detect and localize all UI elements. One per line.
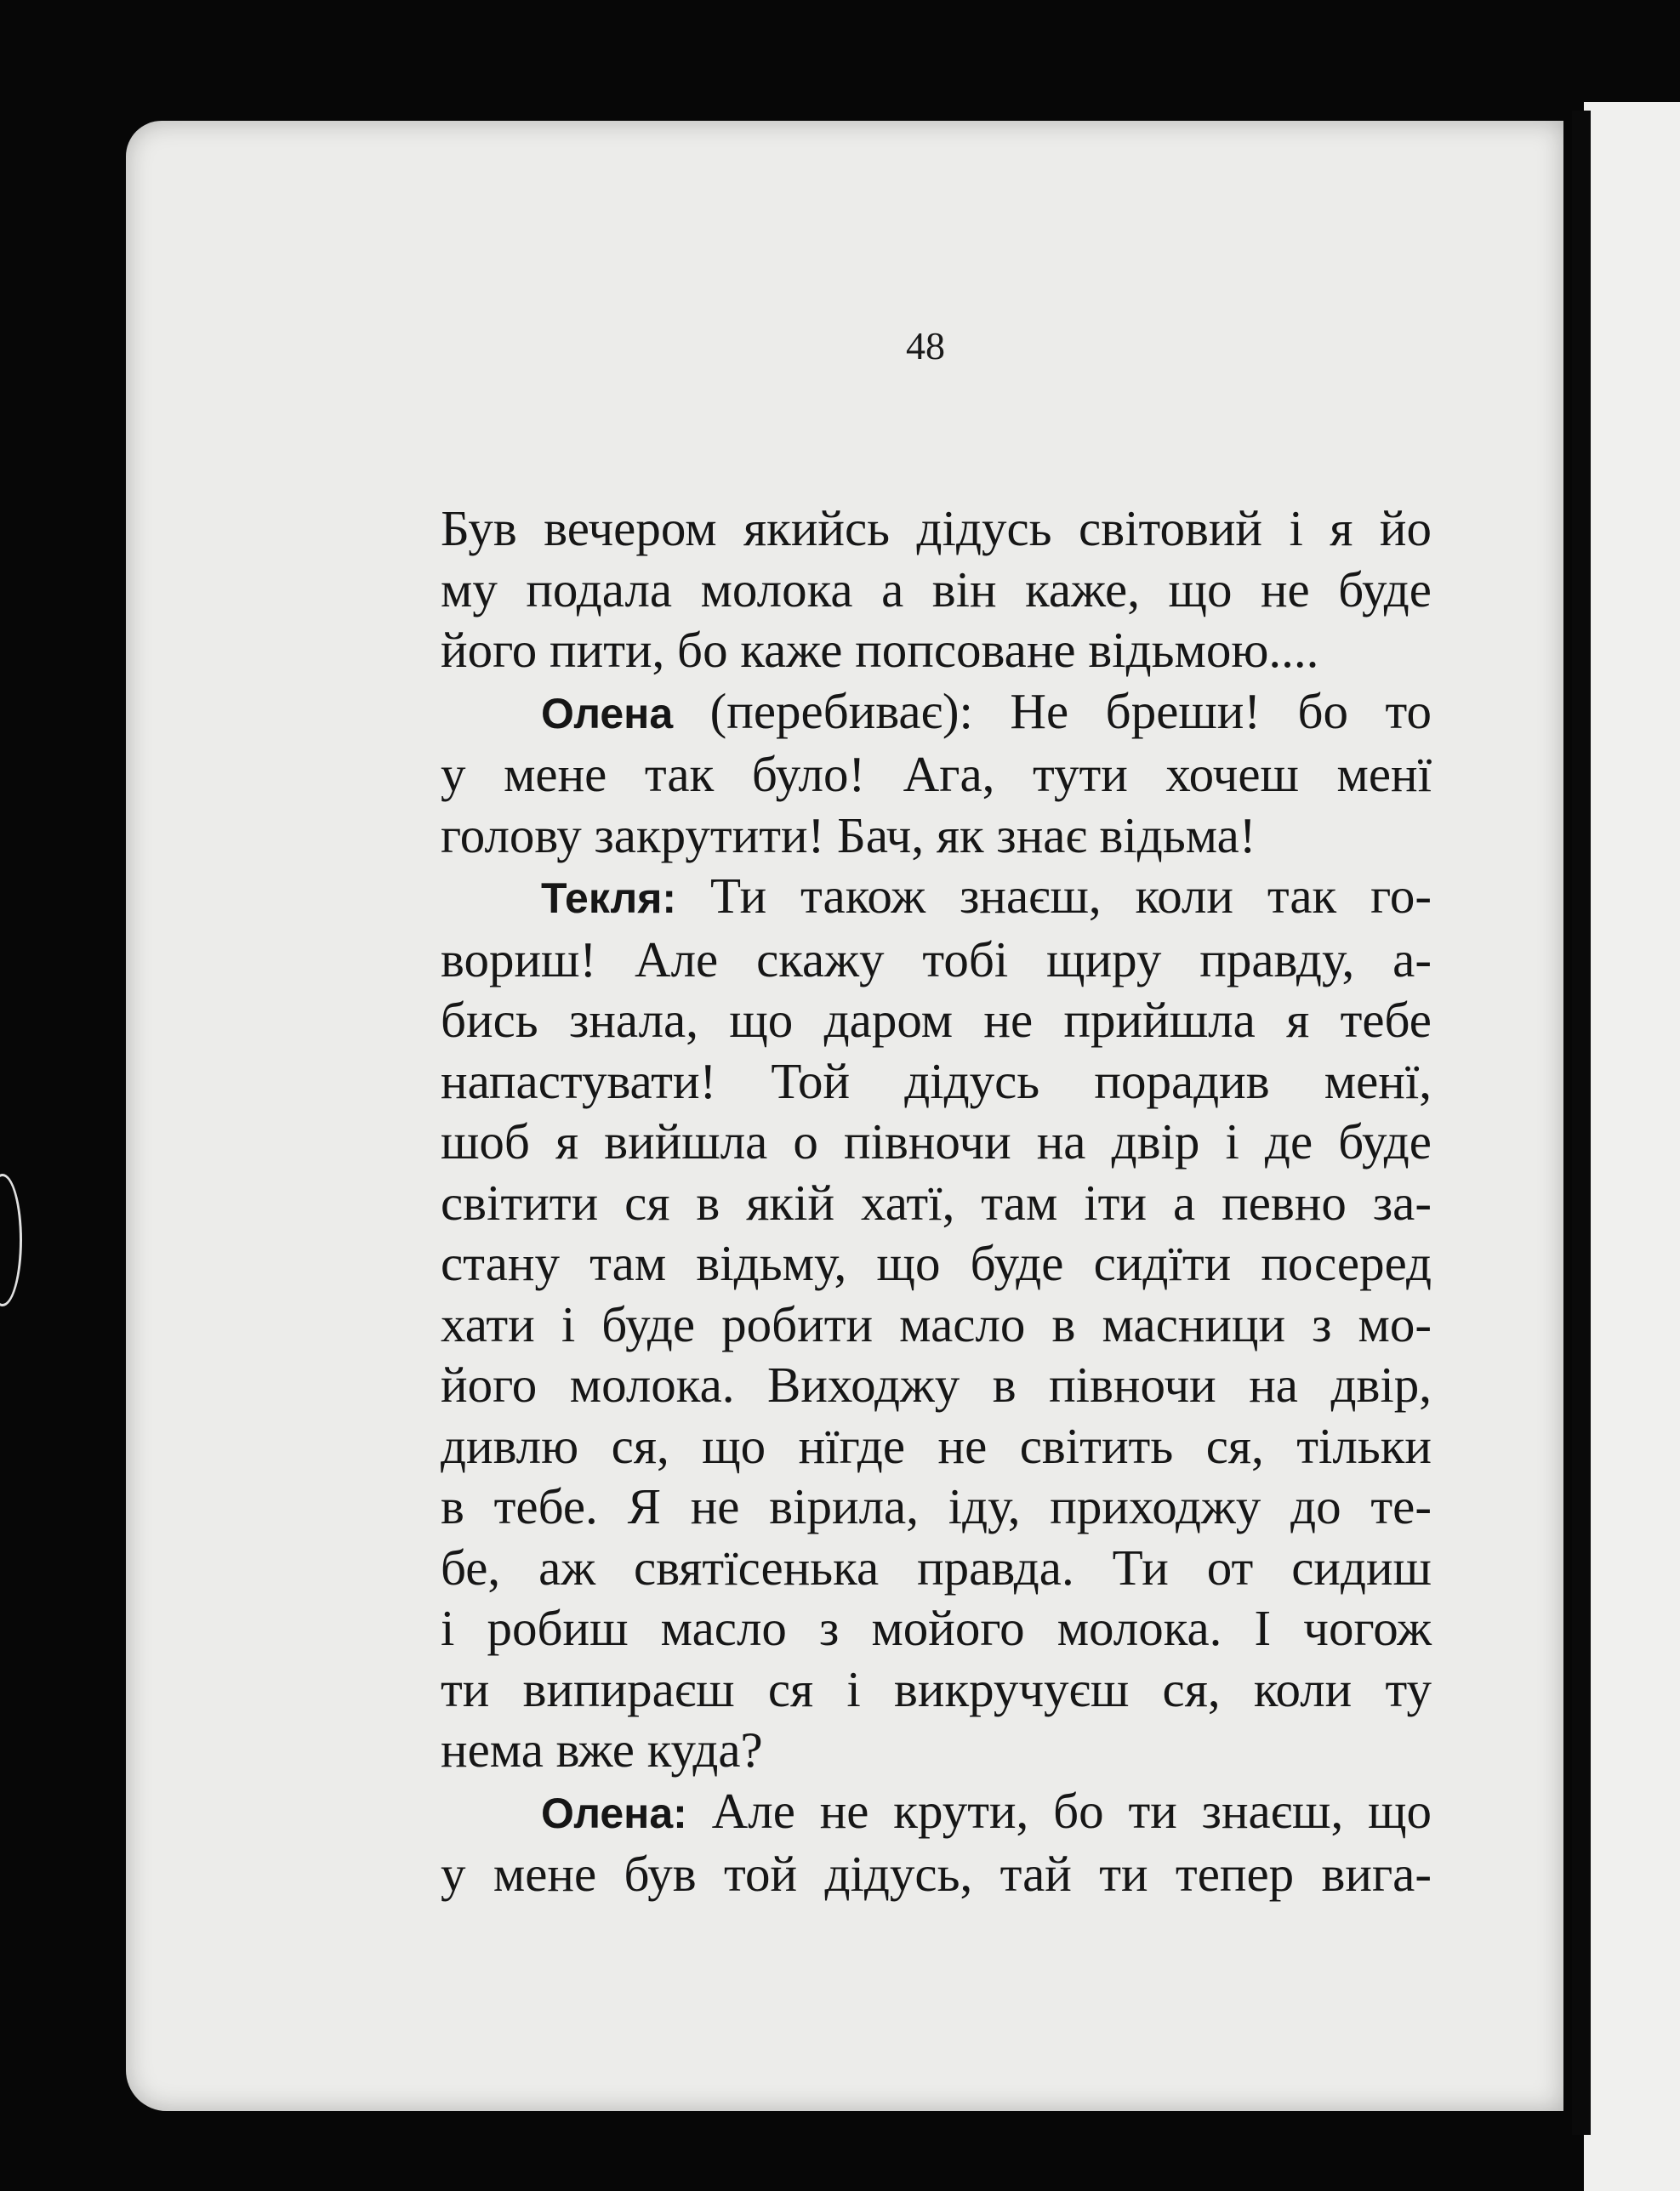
text-line: хати і буде робити масло в масници з мо- bbox=[441, 1295, 1432, 1352]
dialogue-line: Олена (перебиває): Не бреши! бо то bbox=[541, 682, 1432, 739]
text-line: і робиш масло з мойого молока. І чогож bbox=[441, 1600, 1432, 1656]
binding-curve bbox=[0, 1174, 22, 1306]
speaker-name: Олена: bbox=[541, 1789, 687, 1837]
dialogue-line: Текля: Ти також знаєш, коли так го- bbox=[541, 868, 1432, 924]
text-line: у мене був той дідусь, тай ти тепер вига- bbox=[441, 1846, 1432, 1902]
text-line: му подала молока а він каже, що не буде bbox=[441, 561, 1432, 617]
page-number: 48 bbox=[906, 324, 945, 367]
text-line: в тебе. Я не вірила, іду, приходжу до те- bbox=[441, 1478, 1432, 1534]
text-line: бись знала, що даром не прийшла я тебе bbox=[441, 992, 1432, 1048]
gutter-shadow bbox=[1572, 111, 1591, 2135]
text-line: дивлю ся, що нїгде не світить ся, тільки bbox=[441, 1417, 1432, 1474]
text-line: бе, аж святїсенька правда. Ти от сидиш bbox=[441, 1539, 1432, 1596]
text-line: напастувати! Той дідусь порадив менї, bbox=[441, 1052, 1432, 1109]
speaker-name: Текля: bbox=[541, 874, 677, 922]
speaker-name: Олена bbox=[541, 689, 674, 737]
text-line: Був вечером якийсь дідусь світовий і я йо bbox=[441, 500, 1432, 556]
text-line: шоб я вийшла о півночи на двір і де буде bbox=[441, 1113, 1432, 1169]
dialogue-line: Олена: Але не крути, бо ти знаєш, що bbox=[541, 1782, 1432, 1839]
text-line: його молока. Виходжу в півночи на двір, bbox=[441, 1357, 1432, 1413]
page-body-text bbox=[441, 498, 1432, 1905]
text-line: голову закрутити! Бач, як знає відьма! bbox=[441, 806, 1256, 863]
text-line: світити ся в якій хатї, там іти а певно за- bbox=[441, 1174, 1432, 1231]
facing-page-edge bbox=[1584, 102, 1680, 2191]
text-line: нема вже куда? bbox=[441, 1722, 763, 1778]
text-line: вориш! Але скажу тобі щиру правду, а- bbox=[441, 930, 1432, 987]
text-line: його пити, бо каже попсоване відьмою.... bbox=[441, 622, 1319, 678]
text-line: у мене так було! Ага, тути хочеш менї bbox=[441, 746, 1432, 802]
text-line: стану там відьму, що буде сидїти посеред bbox=[441, 1235, 1432, 1291]
text-line: ти випираєш ся і викручуєш ся, коли ту bbox=[441, 1660, 1432, 1717]
